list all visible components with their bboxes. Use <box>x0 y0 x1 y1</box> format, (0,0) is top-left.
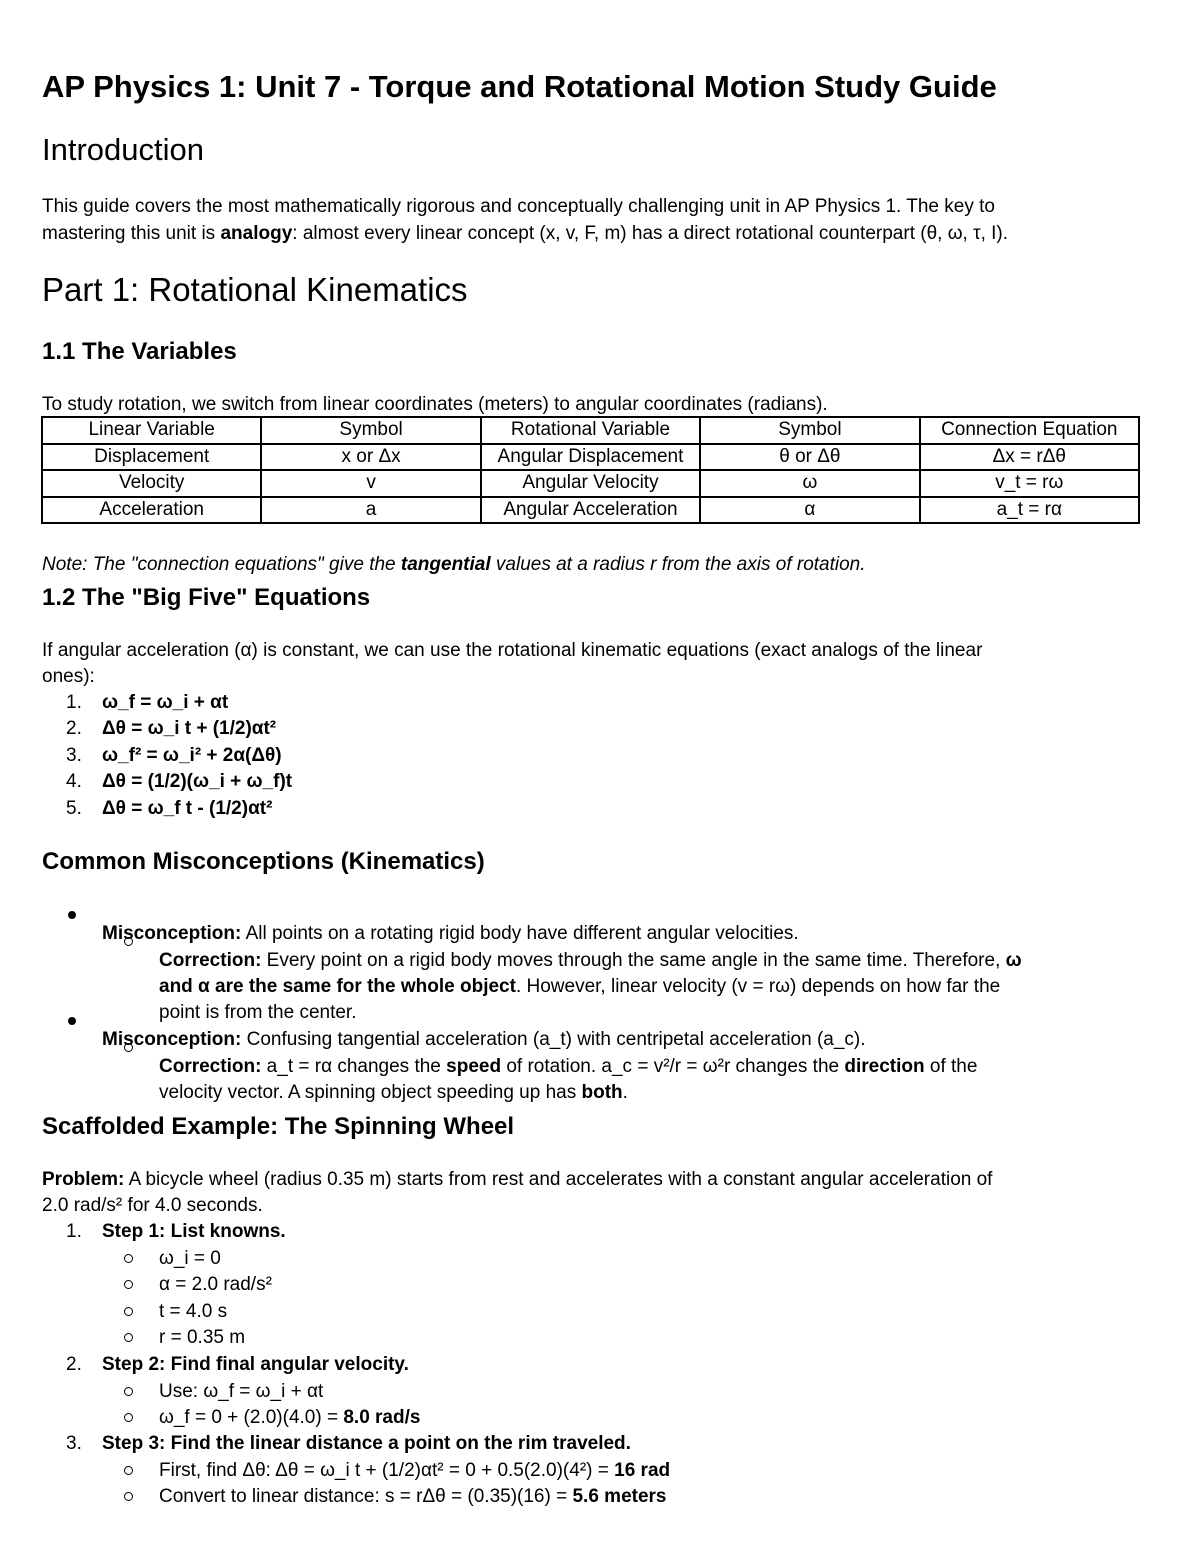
section-1-1-text: To study rotation, we switch from linear coordinates (meters) to angular coordinates (radians). <box>42 394 828 415</box>
part1-heading: Part 1: Rotational Kinematics <box>42 271 468 308</box>
correction-1-line-1: Correction: Every point on a rigid body moves through the same angle in the same time. Therefore, ω <box>159 950 1022 971</box>
equation-5: Δθ = ω_f t - (1/2)αt² <box>102 798 273 819</box>
misconceptions-heading: Common Misconceptions (Kinematics) <box>42 848 485 875</box>
equation-4: Δθ = (1/2)(ω_i + ω_f)t <box>102 771 293 792</box>
bullet-icon <box>68 911 76 919</box>
table-cell: Velocity <box>42 470 261 497</box>
list-number: 2. <box>66 1354 82 1375</box>
list-number: 5. <box>66 798 82 819</box>
table-cell: a <box>261 497 480 524</box>
variables-table <box>41 416 1140 524</box>
step-3-label: Step 3: Find the linear distance a point on the rim traveled. <box>102 1433 631 1454</box>
intro-line-2: mastering this unit is analogy: almost every linear concept (x, v, F, m) has a direct rotational counterpart (θ, ω, τ, I). <box>42 223 1009 244</box>
table-header-cell: Symbol <box>700 417 919 444</box>
step-2-result: ω_f = 0 + (2.0)(4.0) = 8.0 rad/s <box>159 1407 421 1428</box>
section-1-2-heading: 1.2 The "Big Five" Equations <box>42 584 371 611</box>
table-header-row <box>42 417 1139 444</box>
sub-bullet-icon <box>124 1254 133 1263</box>
table-cell: v_t = rω <box>920 470 1139 497</box>
section-1-2-line-2: ones): <box>42 666 95 687</box>
list-number: 4. <box>66 771 82 792</box>
list-number: 3. <box>66 745 82 766</box>
correction-1-line-3: point is from the center. <box>159 1002 357 1023</box>
table-row <box>42 444 1139 471</box>
table-header-cell: Connection Equation <box>920 417 1139 444</box>
sub-bullet-icon <box>124 1280 133 1289</box>
table-cell: Angular Displacement <box>481 444 700 471</box>
known-omega-i: ω_i = 0 <box>159 1248 221 1269</box>
step-2-formula: Use: ω_f = ω_i + αt <box>159 1381 324 1402</box>
correction-2-line-1: Correction: a_t = rα changes the speed of rotation. a_c = v²/r = ω²r changes the direction of the <box>159 1056 978 1077</box>
equation-3: ω_f² = ω_i² + 2α(Δθ) <box>102 745 282 766</box>
table-header-cell: Symbol <box>261 417 480 444</box>
bullet-icon <box>68 1017 76 1025</box>
table-cell: x or Δx <box>261 444 480 471</box>
list-number: 1. <box>66 692 82 713</box>
step-2-label: Step 2: Find final angular velocity. <box>102 1354 409 1375</box>
table-cell: v <box>261 470 480 497</box>
table-header-cell: Rotational Variable <box>481 417 700 444</box>
table-cell: Displacement <box>42 444 261 471</box>
table-row <box>42 497 1139 524</box>
sub-bullet-icon <box>124 1387 133 1396</box>
example-heading: Scaffolded Example: The Spinning Wheel <box>42 1113 515 1140</box>
table-header-cell: Linear Variable <box>42 417 261 444</box>
table-cell: Angular Velocity <box>481 470 700 497</box>
correction-1-line-2: and α are the same for the whole object. However, linear velocity (v = rω) depends on how far the <box>159 976 1001 997</box>
known-time: t = 4.0 s <box>159 1301 228 1322</box>
table-cell: a_t = rα <box>920 497 1139 524</box>
table-cell: Angular Acceleration <box>481 497 700 524</box>
sub-bullet-icon <box>124 1413 133 1422</box>
step-3-distance: Convert to linear distance: s = rΔθ = (0.35)(16) = 5.6 meters <box>159 1486 667 1507</box>
sub-bullet-icon <box>124 1466 133 1475</box>
known-alpha: α = 2.0 rad/s² <box>159 1274 272 1295</box>
list-number: 1. <box>66 1221 82 1242</box>
equation-1: ω_f = ω_i + αt <box>102 692 229 713</box>
table-cell: ω <box>700 470 919 497</box>
section-1-2-line-1: If angular acceleration (α) is constant, we can use the rotational kinematic equations (exact analogs of the linear <box>42 640 983 661</box>
table-note: Note: The "connection equations" give the tangential values at a radius r from the axis of rotation. <box>42 554 866 575</box>
correction-2-line-2: velocity vector. A spinning object speeding up has both. <box>159 1082 628 1103</box>
section-1-1-heading: 1.1 The Variables <box>42 338 237 365</box>
table-cell: α <box>700 497 919 524</box>
equation-2: Δθ = ω_i t + (1/2)αt² <box>102 718 277 739</box>
list-number: 3. <box>66 1433 82 1454</box>
known-radius: r = 0.35 m <box>159 1327 246 1348</box>
problem-line-1: Problem: A bicycle wheel (radius 0.35 m) starts from rest and accelerates with a constant angular acceleration of <box>42 1169 993 1190</box>
table-cell: Δx = rΔθ <box>920 444 1139 471</box>
problem-line-2: 2.0 rad/s² for 4.0 seconds. <box>42 1195 263 1216</box>
table-cell: θ or Δθ <box>700 444 919 471</box>
step-3-angle: First, find Δθ: Δθ = ω_i t + (1/2)αt² = 0 + 0.5(2.0)(4²) = 16 rad <box>159 1460 671 1481</box>
sub-bullet-icon <box>124 1333 133 1342</box>
step-1-label: Step 1: List knowns. <box>102 1221 286 1242</box>
misconception-1: Misconception: All points on a rotating rigid body have different angular velocities. <box>102 923 799 944</box>
sub-bullet-icon <box>124 937 133 946</box>
misconception-2: Misconception: Confusing tangential acceleration (a_t) with centripetal acceleration (a_c). <box>102 1029 866 1050</box>
page-title: AP Physics 1: Unit 7 - Torque and Rotational Motion Study Guide <box>42 69 997 104</box>
list-number: 2. <box>66 718 82 739</box>
table-row <box>42 470 1139 497</box>
intro-line-1: This guide covers the most mathematically rigorous and conceptually challenging unit in AP Physics 1. The key to <box>42 196 995 217</box>
sub-bullet-icon <box>124 1307 133 1316</box>
sub-bullet-icon <box>124 1492 133 1501</box>
sub-bullet-icon <box>124 1043 133 1052</box>
intro-heading: Introduction <box>42 132 204 167</box>
table-cell: Acceleration <box>42 497 261 524</box>
